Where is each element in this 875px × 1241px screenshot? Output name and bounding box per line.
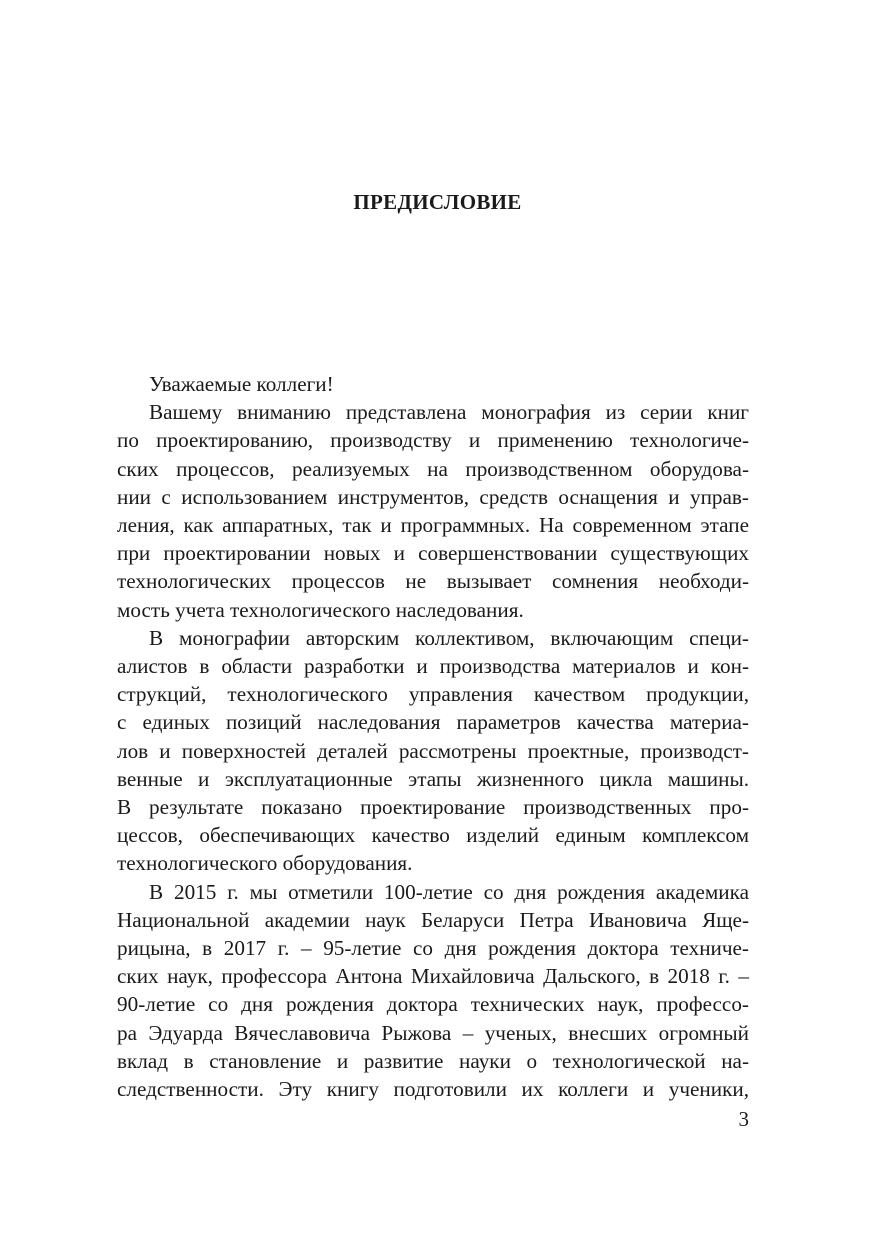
paragraph-intro	[117, 398, 749, 624]
text-line: мость учета технологического наследования.	[117, 597, 524, 622]
text-line: В монографии авторским коллективом, включающим специ-	[149, 625, 749, 650]
text-line: при проектировании новых и совершенствовании существующих	[117, 541, 749, 566]
text-line: Вашему вниманию представлена монография из серии книг	[149, 400, 749, 425]
text-line: лов и поверхностей деталей рассмотрены проектные, производст-	[117, 738, 749, 763]
text-line: технологических процессов не вызывает сомнения необходи-	[117, 569, 749, 594]
text-line: вклад в становление и развитие науки о технологической на-	[117, 1048, 749, 1073]
text-line: рицына, в 2017 г. – 95-летие со дня рождения доктора техниче-	[117, 936, 749, 961]
text-line: ления, как аппаратных, так и программных. На современном этапе	[117, 513, 749, 538]
text-line: венные и эксплуатационные этапы жизненного цикла машины.	[117, 766, 749, 791]
text-line: В результате показано проектирование производственных про-	[117, 795, 749, 820]
text-line: алистов в области разработки и производства материалов и кон-	[117, 654, 749, 679]
text-line: струкций, технологического управления качеством продукции,	[117, 682, 749, 707]
text-line: ра Эдуарда Вячеславовича Рыжова – ученых, внесших огромный	[117, 1020, 749, 1045]
page-number: 3	[738, 1107, 749, 1131]
paragraph-anniversaries	[117, 878, 749, 1104]
paragraph-monograph	[117, 624, 749, 878]
text-line: ских процессов, реализуемых на производственном оборудова-	[117, 456, 749, 481]
text-line: технологического оборудования.	[117, 851, 413, 876]
text-line: по проектированию, производству и применению технологиче-	[117, 428, 749, 453]
text-line: Национальной академии наук Беларуси Петра Ивановича Яще-	[117, 907, 749, 932]
text-line: 90-летие со дня рождения доктора технических наук, профессо-	[117, 992, 749, 1017]
text-line: цессов, обеспечивающих качество изделий единым комплексом	[117, 823, 749, 848]
text-line: В 2015 г. мы отметили 100-летие со дня рождения академика	[149, 879, 749, 904]
text-line: нии с использованием инструментов, средств оснащения и управ-	[117, 484, 749, 509]
text-line: Уважаемые коллеги!	[149, 372, 334, 396]
body-text	[117, 370, 749, 1103]
paragraph-greeting	[117, 370, 749, 398]
text-line: с единых позиций наследования параметров качества материа-	[117, 710, 749, 735]
text-line: следственности. Эту книгу подготовили их коллеги и ученики,	[117, 1077, 749, 1102]
chapter-heading: ПРЕДИСЛОВИЕ	[353, 190, 522, 214]
text-line: ских наук, профессора Антона Михайловича Дальского, в 2018 г. –	[117, 964, 749, 989]
